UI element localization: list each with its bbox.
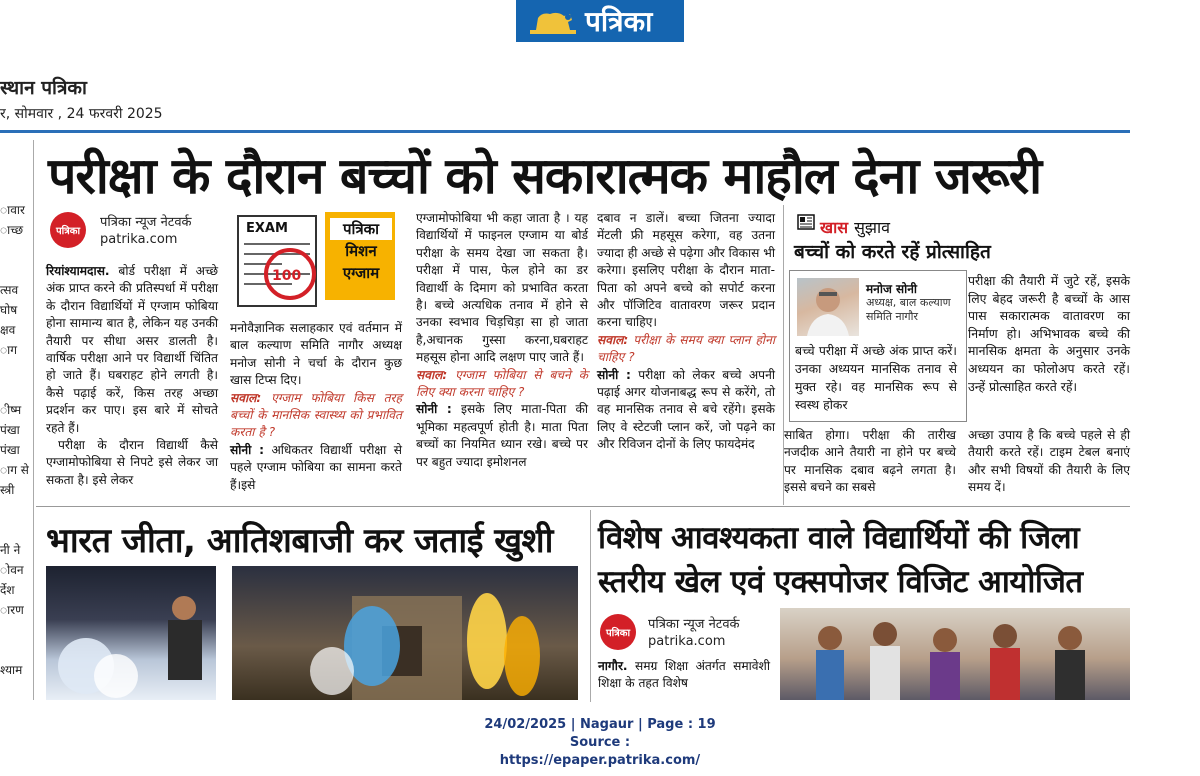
exam-paper-illustration: [232, 212, 324, 310]
lion-logo-icon: [528, 6, 578, 36]
story3-headline-line1: विशेष आवश्यकता वाले विद्यार्थियों की जिला: [598, 520, 1080, 556]
question: एग्जाम फोबिया से बचने के लिए क्या करना चाहिए ?: [416, 367, 588, 400]
person-name: मनोज सोनी: [866, 282, 918, 296]
paragraph: बोर्ड परीक्षा में अच्छे अंक प्राप्त करने की प्रतिस्पर्धा में परीक्षा के दौरान विद्यार्थियों में एग्जाम फोबिया होना सामान्य बात है, लेकिन यह उनकी तैयारी पर सीधा असर डालती है। वार्षिक परीक्षा आने पर विद्यार्थी चिंतित हो जाते हैं। घबराहट होने लगती है। कैसे पढ़ाई करें, किस तरह अच्छा प्रदर्शन कर पाए। इस बारे में सोचते रहते हैं।: [46, 264, 218, 435]
column-divider: [590, 510, 591, 702]
story3-text: [598, 658, 770, 693]
left-strip-line: ावार: [0, 203, 25, 217]
paragraph: दबाव न डालें। बच्चा जितना ज्यादा मेंटली फ्री महसूस करेगा, वह उतना ज्यादा ही अच्छे से पढ़ेगा और विकास भी करेगा। इसलिए परीक्षा के दौरान माता-पिता को अपने बच्चे को सपोर्ट करना और पॉजिटिव वातावरण जरूर प्रदान करना चाहिए।: [597, 211, 775, 330]
students-photo: [780, 608, 1130, 700]
caption-date-line: 24/02/2025 | Nagaur | Page : 19: [484, 717, 716, 732]
paragraph: परीक्षा के दौरान विद्यार्थी कैसे एग्जामोफोबिया से निपटे इसे लेकर जा सकता है। इसे लेकर: [46, 438, 218, 487]
khas-title: [820, 216, 890, 238]
left-strip-line: ारण: [0, 603, 24, 617]
patrika-badge-icon: पत्रिका: [600, 614, 636, 650]
dateline: रियांश्यामदास.: [46, 264, 110, 278]
question-label: सवाल:: [230, 390, 262, 405]
person-silhouette-icon: [797, 278, 859, 336]
question-label: सवाल:: [416, 367, 448, 382]
answer-label: सोनी :: [230, 442, 265, 457]
fireworks-building-scene: [232, 566, 578, 700]
left-strip-line: [0, 520, 26, 540]
story3-headline-line2: स्तरीय खेल एवं एक्सपोजर विजिट आयोजित: [598, 564, 1083, 600]
left-strip-line: स्त्री: [0, 483, 15, 497]
khas-label: खास: [820, 218, 849, 237]
paragraph: एग्जामोफोबिया भी कहा जाता है । यह विद्यार्थियों में फाइनल एग्जाम या बोर्ड परीक्षा के समय देखा जा सकता है। परीक्षा में पास, फेल होने का डर विद्यार्थी के दिमाग को प्रभावित करता है। बच्चे अत्यधिक तनाव में होने से उनका स्वभाव चिड़चिड़ा सा हो जाता है,अचानक गुस्सा करना,घबराहट महसूस होना आदि लक्षण पाए जाते हैं।: [416, 211, 588, 365]
khas-right-column: परीक्षा की तैयारी में जुटे रहें, इसके लिए बेहद जरूरी है बच्चों के आस पास सकारात्मक वातावरण का निर्माण हो। अभिभावक बच्चे की मानसिक क्षमता के अनुसार उनके अध्ययन का फोलोअप करते रहें। उन्हें प्रोत्साहित करते रहें।: [968, 273, 1130, 394]
story2-headline: भारत जीता, आतिशबाजी कर जताई खुशी: [46, 521, 553, 561]
left-strip-line: ाग: [0, 343, 17, 357]
fireworks-photo-2: [232, 566, 578, 700]
paper-name: स्थान पत्रिका: [0, 77, 87, 99]
left-strip-line: [0, 500, 26, 520]
answer: परीक्षा को लेकर बच्चे अपनी पढ़ाई अगर योजनाबद्ध रूप से करेंगे, तो वह मानसिक तनाव से बचे रहेंगे। इसके लिए वे स्टेटजी प्लान करें, जो पढ़ने का और रिविजन दोनों के लिए फायदेमंद: [597, 367, 776, 452]
khas-bottom-left: साबित होगा। परीक्षा की तारीख नजदीक आने तैयारी ना होने पर बच्चे पर मानसिक दबाव बढ़ने लगता है। इससे बचने का सबसे: [784, 428, 956, 495]
answer-label: सोनी :: [416, 402, 452, 417]
header-rule: [0, 130, 1130, 133]
section-divider: [36, 506, 1130, 507]
left-strip-line: [0, 360, 26, 380]
left-strip-line: क्षव: [0, 323, 16, 337]
patrika-badge-icon: पत्रिका: [50, 212, 86, 248]
question: परीक्षा के समय क्या प्लान होना चाहिए ?: [597, 332, 775, 365]
left-strip-line: [0, 260, 26, 280]
svg-text:100: 100: [272, 268, 302, 284]
answer: इसके लिए माता-पिता की भूमिका महत्वपूर्ण होती है। माता पिता बच्चों का नियमित ध्यान रखे। बच्चे पर पर बहुत ज्यादा इमोशनल: [416, 402, 589, 469]
left-strip-line: [0, 240, 26, 260]
caption-source-line: Source : https://epaper.patrika.com/: [499, 735, 701, 768]
question: एग्जाम फोबिया किस तरह बच्चों के मानसिक स्वास्थ्य को प्रभावित करता है ?: [230, 390, 402, 440]
question-label: सवाल:: [597, 332, 629, 347]
source-caption: [470, 716, 730, 770]
left-strip-line: त्सव: [0, 283, 19, 297]
svg-text:EXAM: EXAM: [246, 221, 288, 236]
main-headline: परीक्षा के दौरान बच्चों को सकारात्मक माहौल देना जरूरी: [48, 147, 1042, 205]
mission-line: मिशन: [345, 242, 377, 260]
logo-text: पत्रिका: [585, 5, 653, 38]
byline-name: पत्रिका न्यूज नेटवर्क: [100, 215, 192, 230]
column-divider: [33, 140, 34, 700]
person-title: अध्यक्ष, बाल कल्याण समिति नागौर: [866, 296, 951, 323]
left-strip-line: [0, 620, 26, 640]
mission-exam-label: [330, 218, 392, 284]
article-column-1: [46, 263, 218, 489]
mission-line: पत्रिका: [330, 218, 392, 240]
answer: अधिकतर विद्यार्थी परीक्षा से पहले एग्जाम फोबिया का सामना करते हैं।इसे: [230, 442, 402, 492]
left-strip-line: [0, 640, 26, 660]
khas-subtitle: बच्चों को करते रहें प्रोत्साहित: [794, 241, 991, 263]
article-column-2: [230, 320, 402, 494]
students-scene: [780, 608, 1130, 700]
left-strip-line: नी ने: [0, 543, 21, 557]
left-strip-line: पंखा: [0, 443, 20, 457]
quote-text: बच्चे परीक्षा में अच्छे अंक प्राप्त करें। उनका अध्ययन मानसिक तनाव से मुक्त रहे। वह मानसिक रूप से स्वस्थ होकर: [795, 343, 957, 412]
byline-name: पत्रिका न्यूज नेटवर्क: [648, 617, 740, 632]
left-strip-line: ीष्म: [0, 403, 22, 417]
left-strip-line: घोष: [0, 303, 18, 317]
byline-site: patrika.com: [100, 232, 178, 247]
newspaper-icon: [797, 214, 815, 230]
left-strip-line: पंखा: [0, 423, 20, 437]
mission-line: एग्जाम: [342, 264, 380, 282]
article-column-4: [597, 210, 775, 454]
left-strip-line: ाच्छ: [0, 223, 24, 237]
date-line: र, सोमवार , 24 फरवरी 2025: [0, 106, 163, 122]
fireworks-scene: [46, 566, 216, 700]
person-photo: [797, 278, 859, 336]
left-strip-line: ोवन: [0, 563, 24, 577]
left-strip-line: श्याम: [0, 663, 23, 677]
paragraph: मनोवैज्ञानिक सलाहकार एवं वर्तमान में बाल कल्याण समिति नागौर अध्यक्ष मनोज सोनी ने चर्चा के दौरान कुछ खास टिप्स दिए।: [230, 321, 402, 388]
khas-bottom-right: अच्छा उपाय है कि बच्चे पहले से ही तैयारी करते रहें। टाइम टेबल बनाएं और सभी विषयों की तैयारी के लिए समय दें।: [968, 428, 1130, 495]
left-strip-line: र्देश: [0, 583, 15, 597]
byline-site: patrika.com: [648, 634, 726, 649]
article-column-3: [416, 210, 588, 471]
dateline: नागौर.: [598, 659, 628, 673]
left-column-fragment: [0, 200, 29, 680]
answer-label: सोनी :: [597, 367, 631, 382]
left-strip-line: [0, 380, 26, 400]
left-strip-line: ाग से: [0, 463, 29, 477]
fireworks-photo-1: [46, 566, 216, 700]
paragraph: समग्र शिक्षा अंतर्गत समावेशी शिक्षा के तहत विशेष: [598, 659, 770, 691]
khas-suffix: सुझाव: [854, 218, 891, 237]
